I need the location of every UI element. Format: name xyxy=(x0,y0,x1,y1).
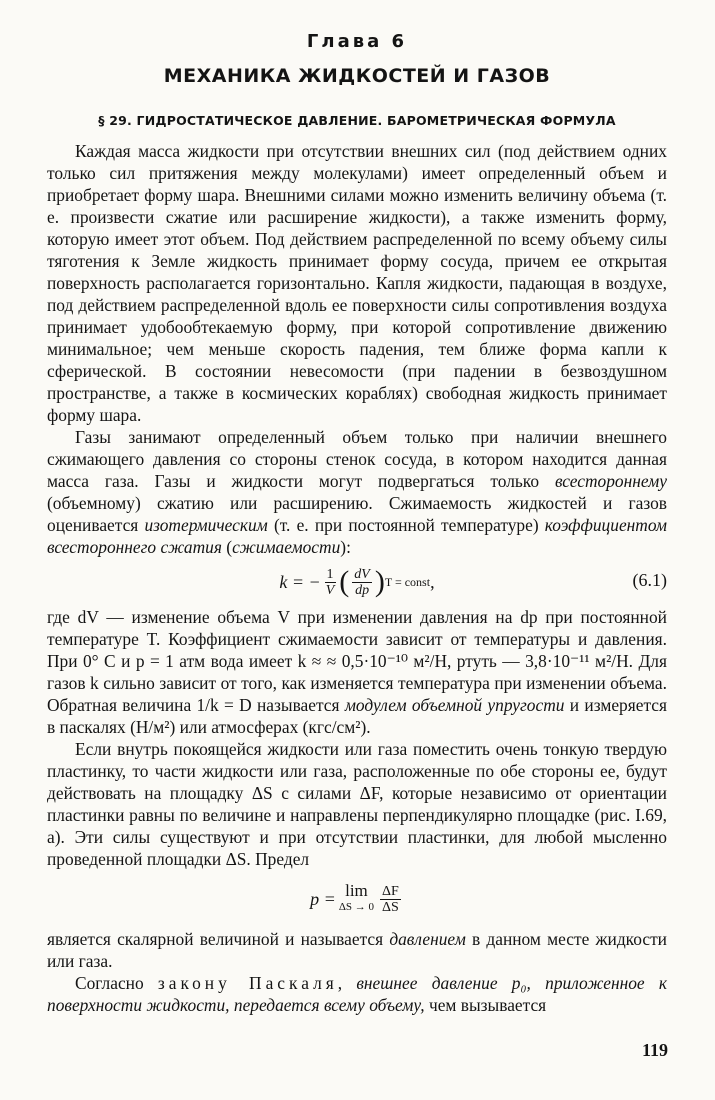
equation-number: (6.1) xyxy=(632,570,667,590)
page-content xyxy=(47,30,667,1016)
page-number: 119 xyxy=(641,1040,668,1060)
paragraph-1: Каждая масса жидкости при отсутствии внешних сил (под действием одних только сил притяжения между молекулами) имеет определенный объем и приобретает форму шара. Внешними силами можно изменить величину объема (т. е. произвести сжатие или расширение жидкости), а также изменить форму, которую имеет этот объем. Под действием распределенной по всему объему силы тяготения к Земле жидкость принимает форму сосуда, причем ее открытая поверхность располагается горизонтально. Капля жидкости, падающая в воздухе, под действием распределенной вдоль ее поверхности силы сопротивления воздуха принимает удобообтекаемую форму, при которой сопротивление движению минимальное; чем меньше скорость падения, тем ближе форма капли к сферической. В состоянии невесомости (при падении в безвоздушном пространстве, а также в космических кораблях) свободная жидкость принимает форму шара. xyxy=(47,141,667,425)
fraction-dv-dp: $\frac{dV}{dp}$ xyxy=(354,566,370,598)
paragraph-6: Согласно закону Паскаля, внешнее давление p₀, приложенное к поверхности жидкости, передается всему объему, чем вызывается xyxy=(47,973,667,1015)
formula-pressure-limit: p = lim ΔS → 0 $\frac{\Delta F}{\Delta S}$ xyxy=(310,881,399,915)
section-heading: § 29. ГИДРОСТАТИЧЕСКОЕ ДАВЛЕНИЕ. БАРОМЕТРИЧЕСКАЯ ФОРМУЛА xyxy=(98,113,616,128)
paragraph-5: является скалярной величиной и называется давлением в данном месте жидкости или газа. xyxy=(47,929,667,971)
formula-6-1: k = − $\frac{1}{V}$ ( $\frac{dV}{dp}$ ) T = const , (6.1) xyxy=(279,565,667,598)
chapter-label: Глава 6 xyxy=(306,31,408,52)
fraction-one-over-v: $\frac{1}{V}$ xyxy=(325,566,335,598)
fraction-df-ds: $\frac{\Delta F}{\Delta S}$ xyxy=(382,883,399,915)
paragraph-4: Если внутрь покоящейся жидкости или газа поместить очень тонкую твердую пластинку, то части жидкости или газа, расположенные по обе стороны ее, будут действовать на площадку ΔS с силами ΔF, которые независимо от ориентации пластинки равны по величине и направлены перпендикулярно площадке (рис. I.69, a). Эти силы существуют и при отсутствии пластинки, для любой мысленно проведенной площадки ΔS. Предел xyxy=(47,739,667,869)
limit-operator: lim ΔS → 0 xyxy=(338,881,375,913)
paragraph-2: Газы занимают определенный объем только при наличии внешнего сжимающего давления со стороны стенок сосуда, в котором находится данная масса газа. Газы и жидкости могут подвергаться только всестороннему (объемному) сжатию или расширению. Сжимаемость жидкостей и газов оценивается изотермическим (т. е. при постоянной температуре) коэффициентом всестороннего сжатия (сжимаемости): xyxy=(47,427,667,557)
paragraph-3: где dV — изменение объема V при изменении давления на dp при постоянной температуре T. Коэффициент сжимаемости зависит от температуры и давления. При 0° С и p = 1 атм вода имеет k ≈ ≈ 0,5·10⁻¹⁰ м²/Н, ртуть — 3,8·10⁻¹¹ м²/Н. Для газов k сильно зависит от того, как изменяется температура при изменении объема. Обратная величина 1/k = D называется модулем объемной упругости и измеряется в паскалях (Н/м²) или атмосферах (кгс/см²). xyxy=(47,607,667,737)
chapter-title: МЕХАНИКА ЖИДКОСТЕЙ И ГАЗОВ xyxy=(163,65,551,87)
formula-subscript: T = const xyxy=(384,574,431,589)
formula-lhs: k = − xyxy=(279,571,321,592)
